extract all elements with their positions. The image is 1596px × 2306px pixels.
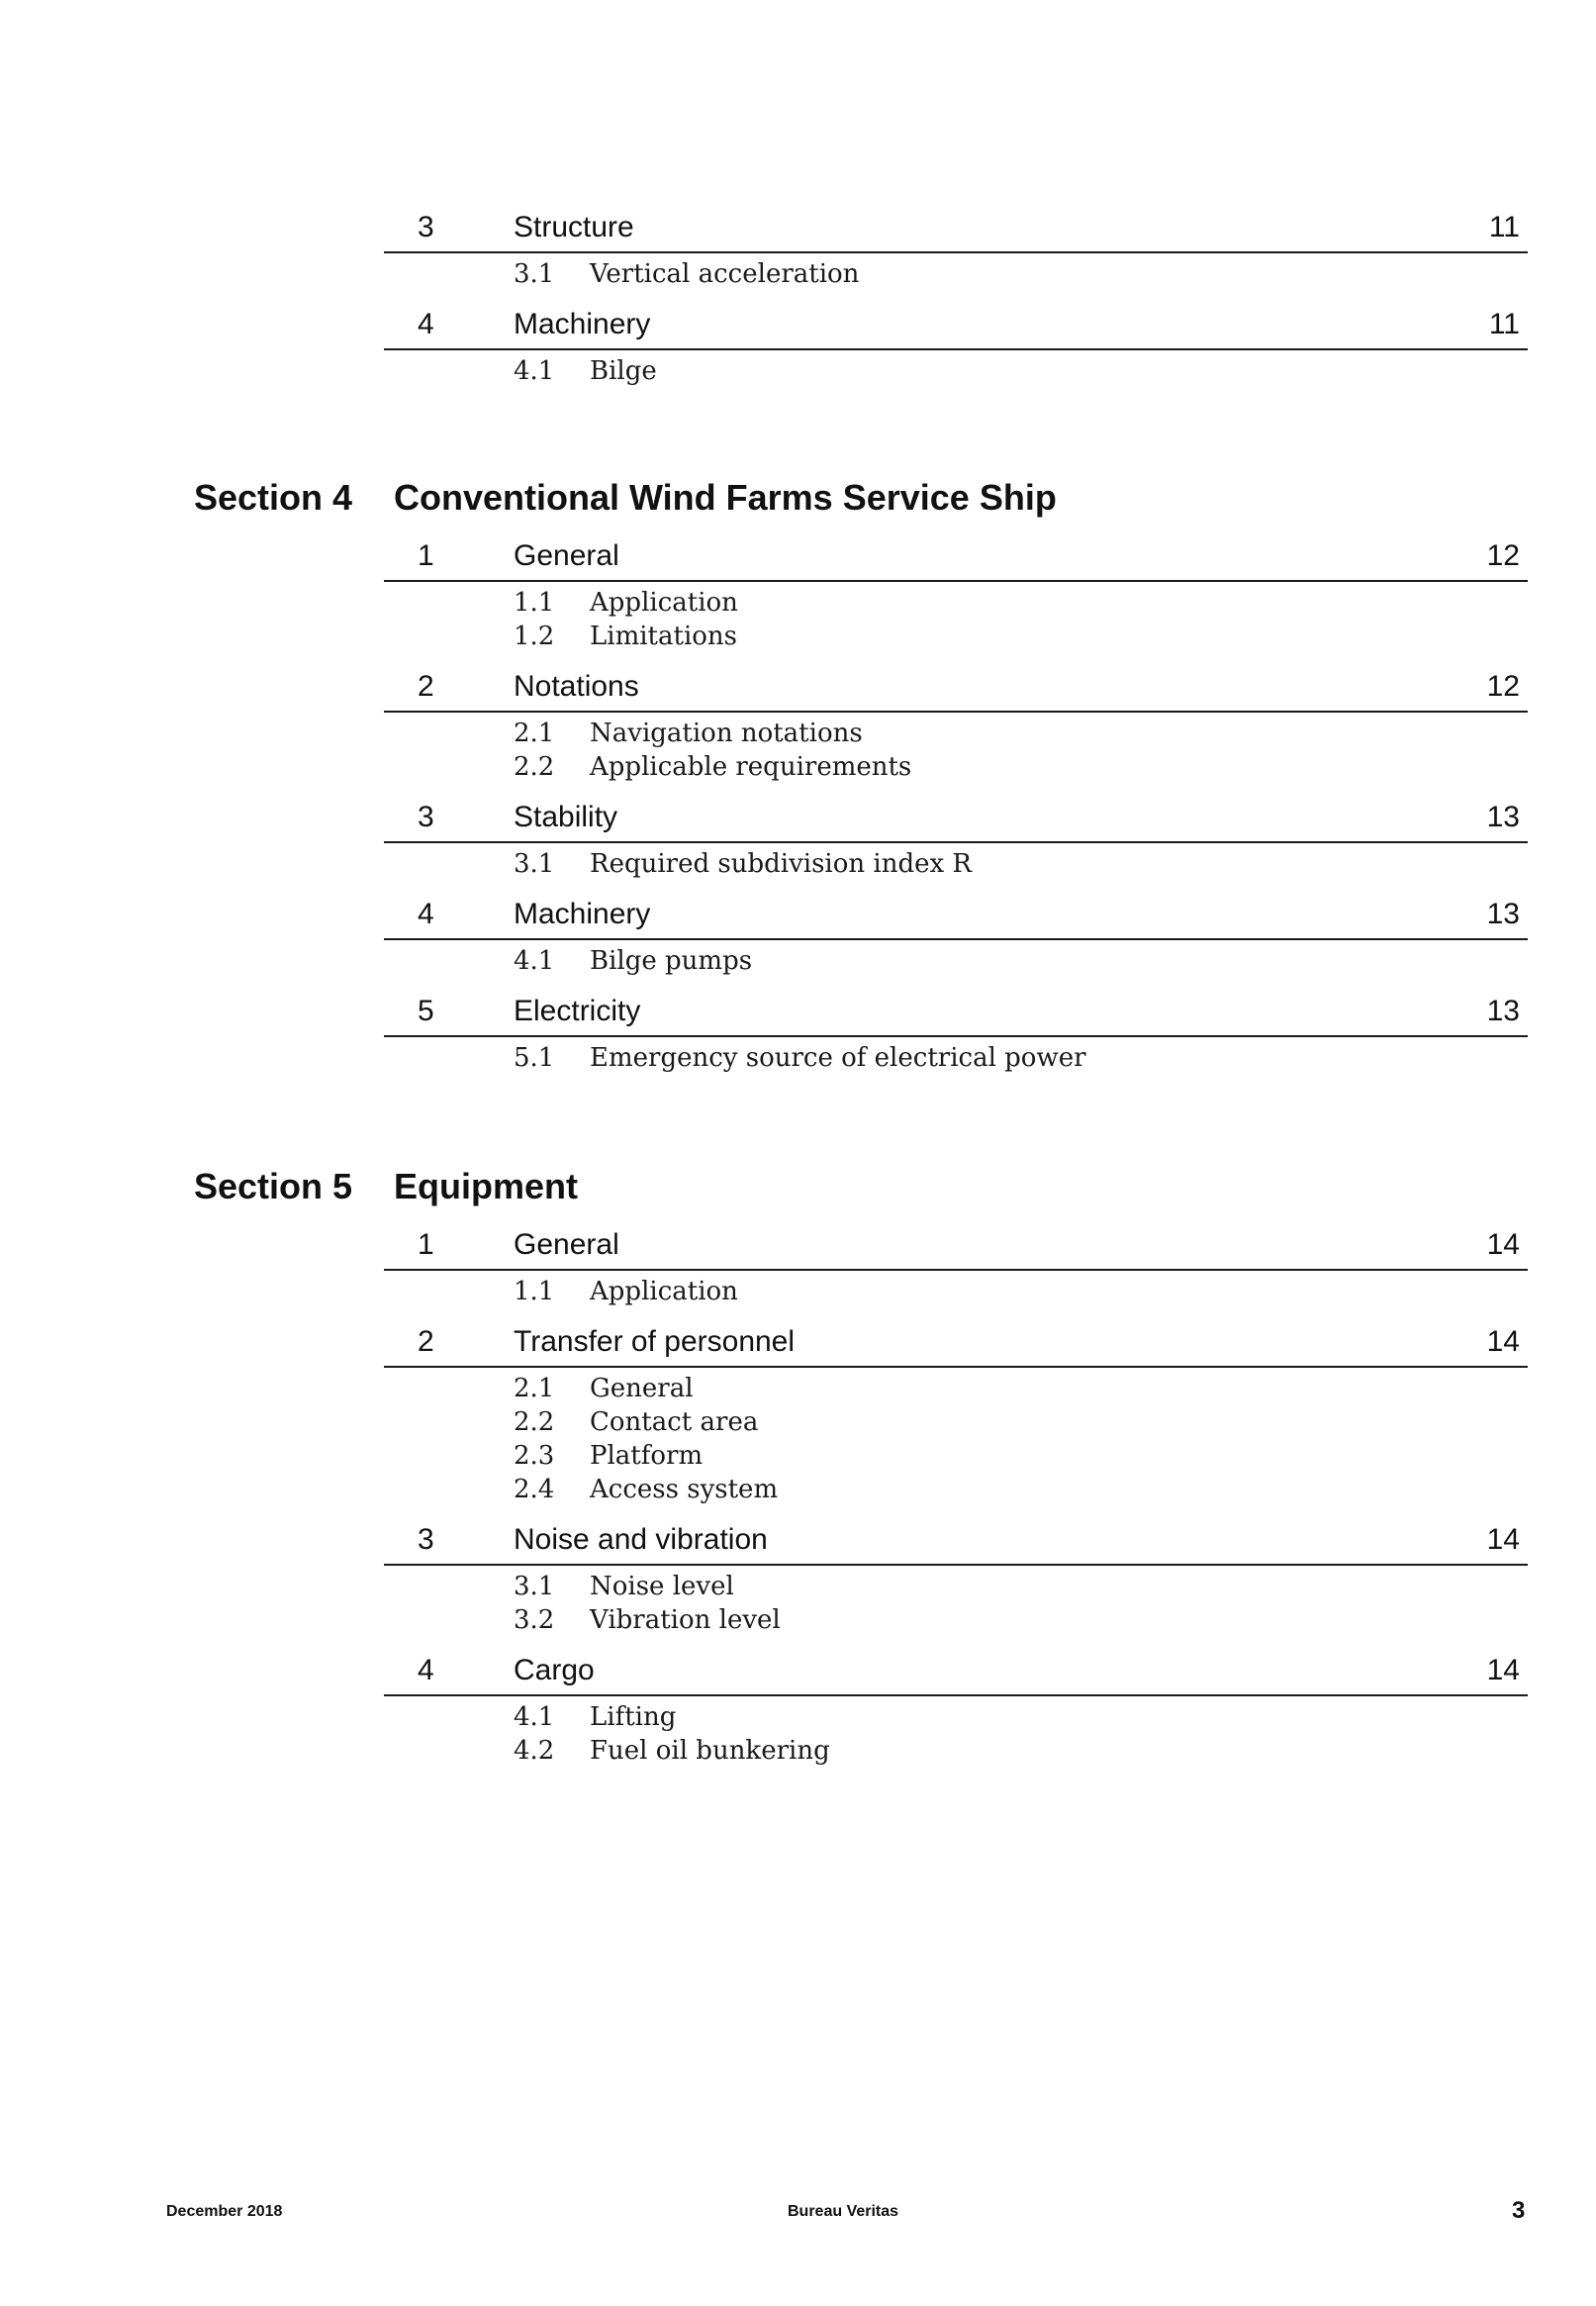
chapter-title: Transfer of personnel <box>514 1325 796 1358</box>
section-4-label: Section 4 <box>194 477 353 518</box>
subsection-list <box>384 1566 1528 1647</box>
toc-subsection-row <box>384 717 1528 750</box>
subsection-title: Bilge pumps <box>590 946 753 976</box>
subsection-number: 4.1 <box>514 356 555 386</box>
subsection-number: 2.1 <box>514 719 555 748</box>
chapter-title: Notations <box>514 670 639 703</box>
chapter-page-number: 13 <box>1486 801 1520 833</box>
chapter-title: Structure <box>514 211 634 243</box>
toc-subsection-row <box>384 847 1528 881</box>
chapter-number: 5 <box>418 995 434 1027</box>
toc-subsection-row <box>384 1734 1528 1768</box>
chapter-title: Machinery <box>514 308 651 340</box>
subsection-title: Access system <box>590 1475 779 1504</box>
subsection-number: 2.1 <box>514 1374 555 1403</box>
toc-subsection-row <box>384 1570 1528 1603</box>
chapter-title: Noise and vibration <box>514 1523 768 1556</box>
chapter-number: 2 <box>418 670 434 703</box>
toc-subsection-row <box>384 257 1528 291</box>
subsection-title: Contact area <box>590 1407 759 1437</box>
chapter-number: 3 <box>418 1523 434 1556</box>
toc-chapter-row <box>384 1318 1528 1368</box>
subsection-title: Platform <box>590 1441 704 1471</box>
toc-chapter-row <box>384 988 1528 1037</box>
footer-organization: Bureau Veritas <box>788 2203 899 2220</box>
chapter-page-number: 12 <box>1486 670 1520 703</box>
toc-subsection-row <box>384 1439 1528 1473</box>
chapter-title: Machinery <box>514 898 651 930</box>
subsection-number: 1.1 <box>514 1277 555 1306</box>
subsection-title: Vertical acceleration <box>590 259 860 289</box>
toc-subsection-row <box>384 1603 1528 1637</box>
subsection-list <box>384 1271 1528 1318</box>
subsection-number: 5.1 <box>514 1043 555 1073</box>
subsection-title: Emergency source of electrical power <box>590 1043 1086 1073</box>
footer-date: December 2018 <box>166 2203 283 2220</box>
section-5-label: Section 5 <box>194 1166 353 1206</box>
toc-chapter-row <box>384 532 1528 582</box>
chapter-number: 4 <box>418 308 434 340</box>
subsection-number: 2.2 <box>514 1407 555 1437</box>
chapter-title: General <box>514 539 619 572</box>
subsection-number: 2.2 <box>514 752 555 782</box>
toc-section-5-block <box>384 1221 1528 1778</box>
subsection-title: Lifting <box>590 1702 677 1732</box>
subsection-list <box>384 582 1528 663</box>
chapter-page-number: 14 <box>1486 1228 1520 1261</box>
subsection-title: Vibration level <box>590 1605 781 1635</box>
subsection-number: 3.1 <box>514 1572 555 1601</box>
subsection-number: 2.4 <box>514 1475 555 1504</box>
chapter-page-number: 13 <box>1486 898 1520 930</box>
toc-chapter-row <box>384 891 1528 940</box>
section-5-heading <box>194 1162 1520 1211</box>
toc-subsection-row <box>384 586 1528 620</box>
section-5-title: Equipment <box>394 1166 578 1206</box>
chapter-title: General <box>514 1228 619 1261</box>
footer-page-number: 3 <box>1512 2197 1526 2224</box>
chapter-number: 3 <box>418 801 434 833</box>
chapter-number: 3 <box>418 211 434 243</box>
toc-subsection-row <box>384 1700 1528 1734</box>
section-4-title: Conventional Wind Farms Service Ship <box>394 477 1057 518</box>
subsection-title: Fuel oil bunkering <box>590 1736 830 1766</box>
toc-section-4-block <box>384 532 1528 1085</box>
subsection-list <box>384 940 1528 988</box>
subsection-title: Application <box>590 1277 738 1306</box>
section-4-heading <box>194 473 1520 523</box>
subsection-title: Limitations <box>590 622 738 651</box>
chapter-page-number: 13 <box>1486 995 1520 1027</box>
toc-subsection-row <box>384 1473 1528 1506</box>
chapter-page-number: 11 <box>1488 211 1520 243</box>
subsection-title: Applicable requirements <box>590 752 912 782</box>
chapter-page-number: 11 <box>1488 308 1520 340</box>
chapter-number: 1 <box>418 539 434 572</box>
toc-subsection-row <box>384 354 1528 388</box>
subsection-number: 1.2 <box>514 622 555 651</box>
chapter-page-number: 12 <box>1486 539 1520 572</box>
subsection-list <box>384 1696 1528 1778</box>
chapter-page-number: 14 <box>1486 1654 1520 1686</box>
toc-chapter-row <box>384 1516 1528 1566</box>
subsection-number: 4.1 <box>514 946 555 976</box>
subsection-number: 3.2 <box>514 1605 555 1635</box>
subsection-list <box>384 1368 1528 1516</box>
subsection-number: 1.1 <box>514 588 555 618</box>
chapter-title: Electricity <box>514 995 641 1027</box>
subsection-title: Noise level <box>590 1572 734 1601</box>
toc-subsection-row <box>384 1372 1528 1405</box>
subsection-number: 4.1 <box>514 1702 555 1732</box>
subsection-list <box>384 843 1528 891</box>
toc-subsection-row <box>384 1275 1528 1308</box>
subsection-title: Application <box>590 588 738 618</box>
subsection-number: 3.1 <box>514 259 555 289</box>
toc-subsection-row <box>384 944 1528 978</box>
toc-chapter-row <box>384 204 1528 253</box>
subsection-number: 4.2 <box>514 1736 555 1766</box>
chapter-page-number: 14 <box>1486 1523 1520 1556</box>
chapter-page-number: 14 <box>1486 1325 1520 1358</box>
toc-subsection-row <box>384 1041 1528 1075</box>
toc-subsection-row <box>384 1405 1528 1439</box>
subsection-list <box>384 253 1528 301</box>
toc-subsection-row <box>384 750 1528 784</box>
chapter-number: 2 <box>418 1325 434 1358</box>
chapter-number: 4 <box>418 1654 434 1686</box>
toc-subsection-row <box>384 620 1528 653</box>
toc-chapter-row <box>384 794 1528 843</box>
subsection-number: 3.1 <box>514 849 555 879</box>
subsection-list <box>384 713 1528 794</box>
chapter-number: 4 <box>418 898 434 930</box>
subsection-list <box>384 1037 1528 1085</box>
subsection-title: Bilge <box>590 356 657 386</box>
subsection-title: Required subdivision index R <box>590 849 973 879</box>
subsection-title: General <box>590 1374 694 1403</box>
subsection-list <box>384 350 1528 398</box>
chapter-title: Stability <box>514 801 618 833</box>
toc-top-block <box>384 204 1528 398</box>
chapter-title: Cargo <box>514 1654 595 1686</box>
toc-chapter-row <box>384 301 1528 350</box>
toc-chapter-row <box>384 1221 1528 1271</box>
subsection-title: Navigation notations <box>590 719 863 748</box>
chapter-number: 1 <box>418 1228 434 1261</box>
toc-chapter-row <box>384 663 1528 713</box>
toc-chapter-row <box>384 1647 1528 1696</box>
subsection-number: 2.3 <box>514 1441 555 1471</box>
